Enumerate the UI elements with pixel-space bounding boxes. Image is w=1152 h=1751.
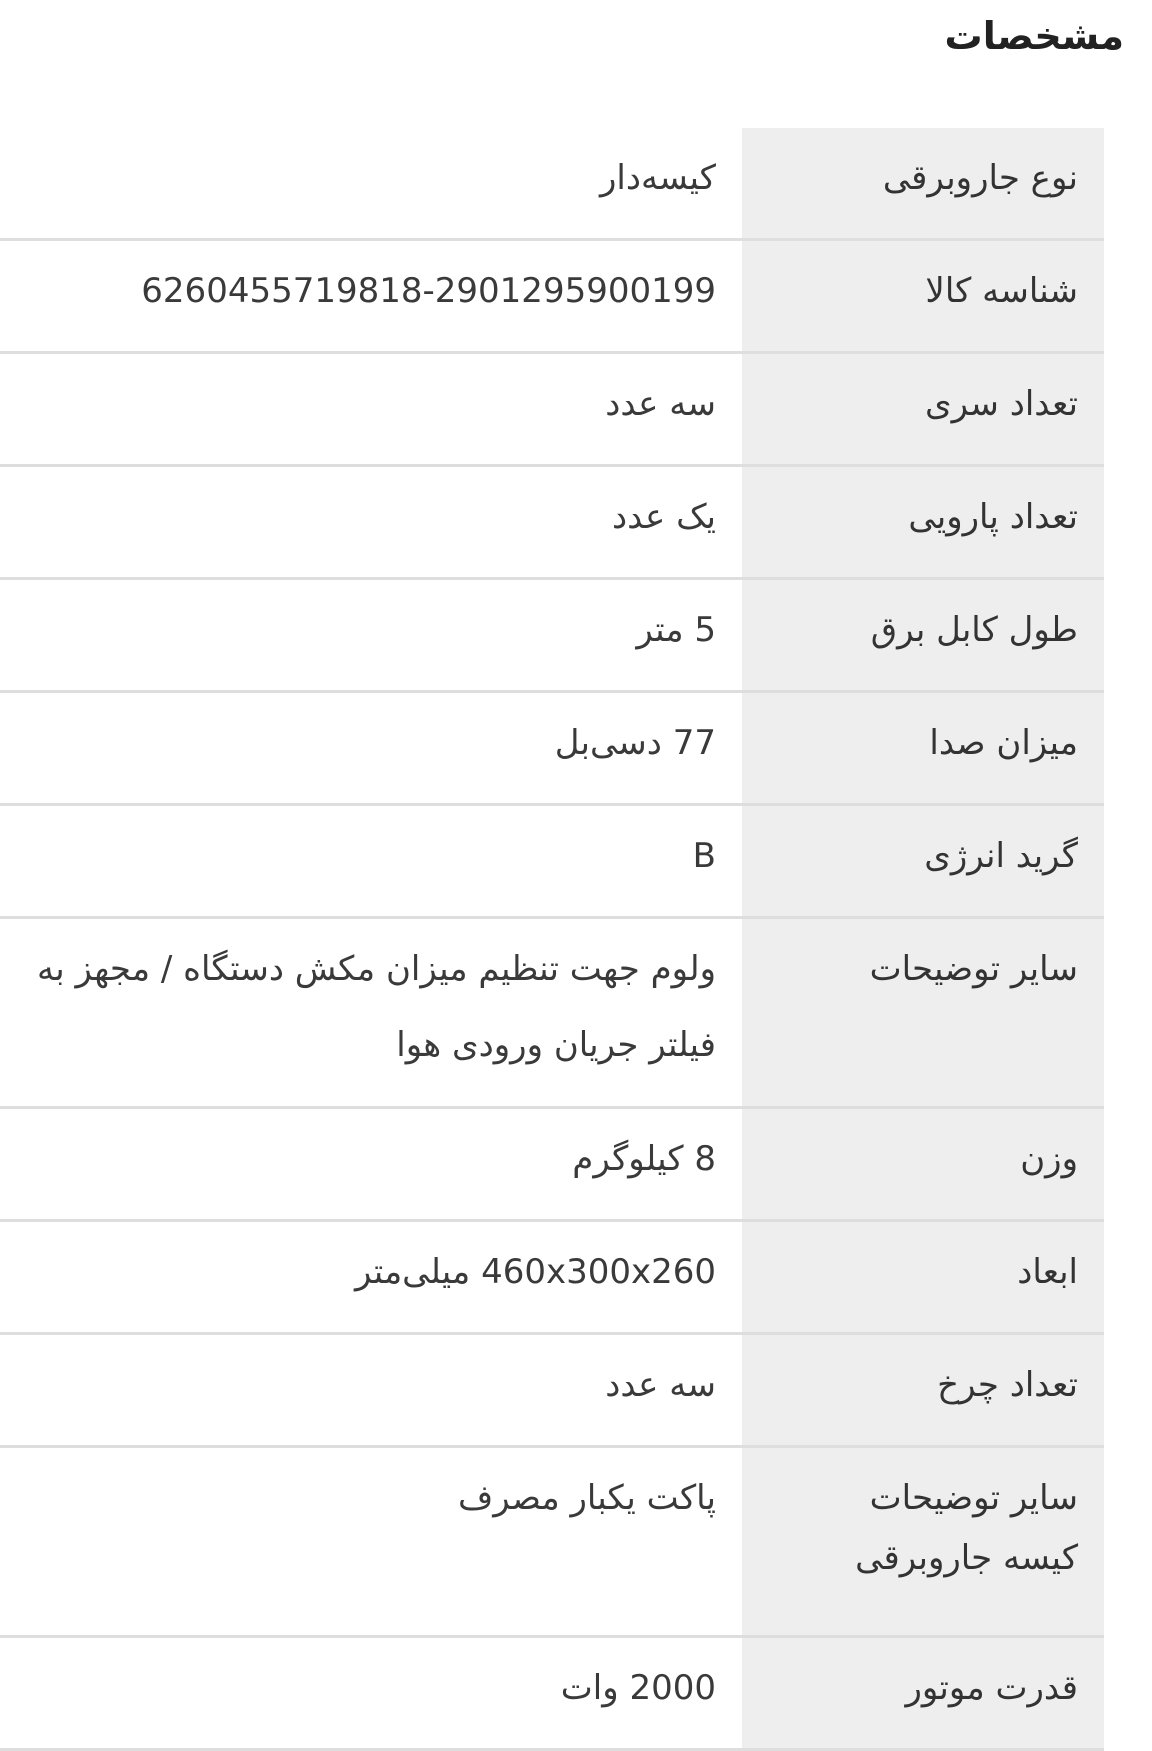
spec-row-bag-notes <box>0 1448 1104 1638</box>
spec-row-weight <box>0 1109 1104 1222</box>
spec-value: پاکت یکبار مصرف <box>458 1478 716 1518</box>
spec-label: شناسه کالا <box>742 241 1104 351</box>
spec-label: سایر توضیحات <box>742 919 1104 1106</box>
spec-label: نوع جاروبرقی <box>742 128 1104 238</box>
spec-value: سه عدد <box>605 1365 716 1405</box>
spec-label: طول کابل برق <box>742 580 1104 690</box>
spec-label: میزان صدا <box>742 693 1104 803</box>
page-title: مشخصات <box>944 14 1124 58</box>
spec-value: ولوم جهت تنظیم میزان مکش دستگاه / مجهز به فیلتر جریان ورودی هوا <box>37 949 716 1065</box>
spec-value: B <box>692 836 716 876</box>
spec-label: تعداد سری <box>742 354 1104 464</box>
spec-label: وزن <box>742 1109 1104 1219</box>
spec-value: 460x300x260 میلی‌متر <box>354 1252 716 1292</box>
spec-row-motor-power <box>0 1638 1104 1751</box>
spec-row-energy-grade <box>0 806 1104 919</box>
spec-value: 77 دسی‌بل <box>554 723 716 763</box>
spec-label: گرید انرژی <box>742 806 1104 916</box>
spec-row-dimensions <box>0 1222 1104 1335</box>
spec-row-cable-length <box>0 580 1104 693</box>
spec-value: 5 متر <box>636 610 716 650</box>
spec-label: سایر توضیحات کیسه جاروبرقی <box>742 1448 1104 1635</box>
spec-label: تعداد چرخ <box>742 1335 1104 1445</box>
spec-row-nozzle-count <box>0 354 1104 467</box>
spec-row-brush-count <box>0 467 1104 580</box>
spec-label: تعداد پارویی <box>742 467 1104 577</box>
spec-value: سه عدد <box>605 384 716 424</box>
spec-label: ابعاد <box>742 1222 1104 1332</box>
spec-row-other-notes <box>0 919 1104 1109</box>
spec-row-noise-level <box>0 693 1104 806</box>
spec-row-product-id <box>0 241 1104 354</box>
spec-value: 2000 وات <box>560 1668 716 1708</box>
spec-row-vacuum-type <box>0 128 1104 241</box>
spec-row-wheel-count <box>0 1335 1104 1448</box>
spec-value: 8 کیلوگرم <box>572 1139 716 1179</box>
spec-value: یک عدد <box>612 497 716 537</box>
specs-table <box>0 128 1104 1751</box>
spec-value: 6260455719818-2901295900199 <box>141 271 716 311</box>
spec-value: کیسه‌دار <box>599 158 716 198</box>
spec-label: قدرت موتور <box>742 1638 1104 1748</box>
